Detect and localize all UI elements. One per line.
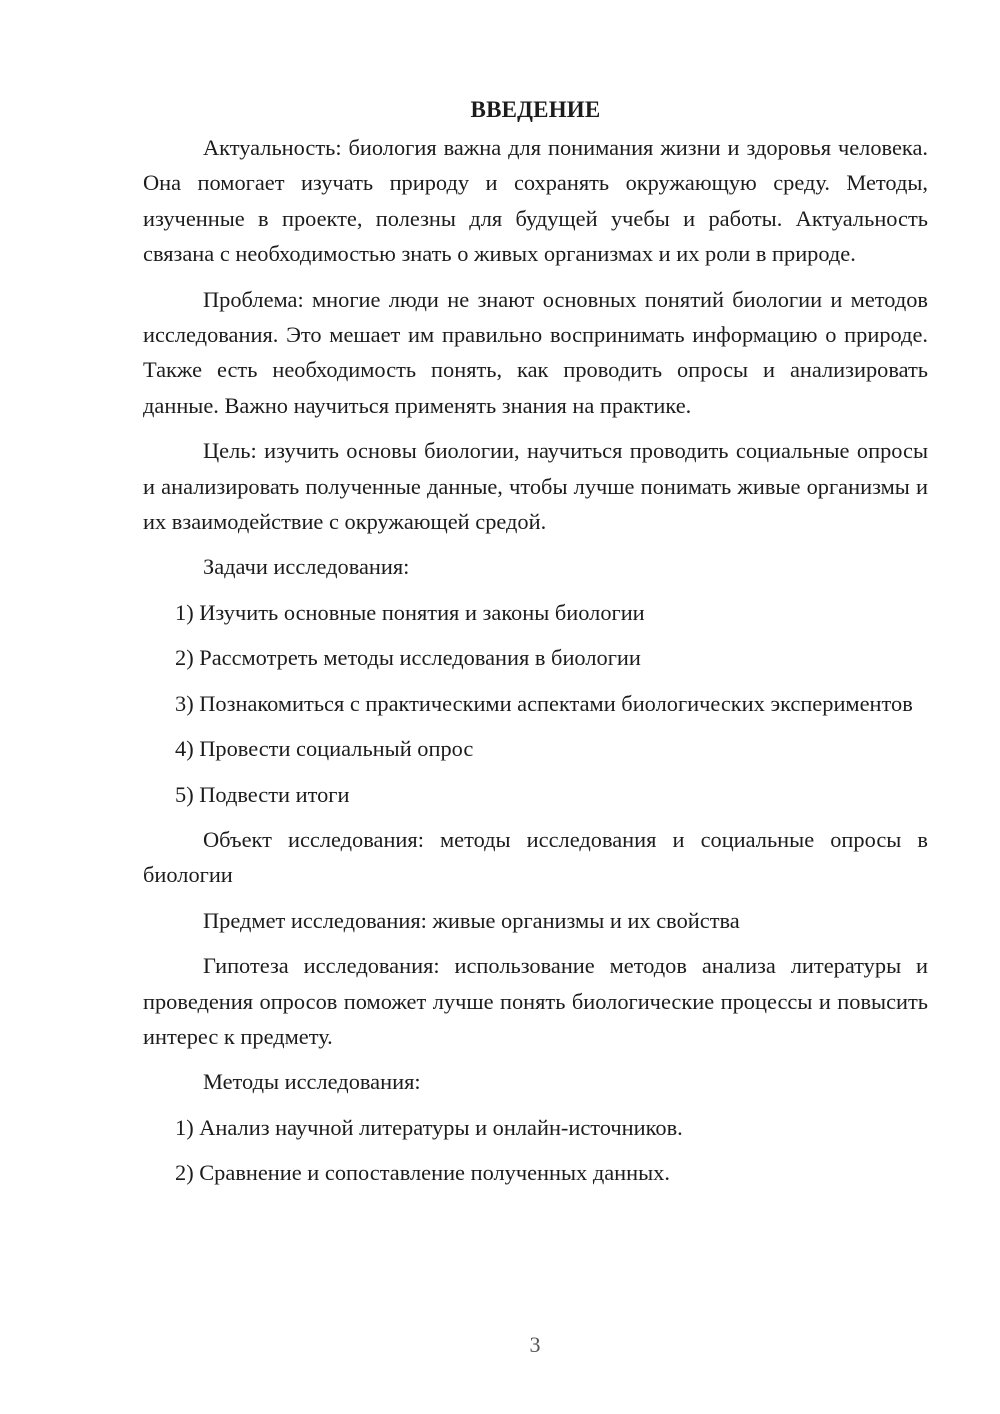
methods-heading: Методы исследования: (203, 1069, 421, 1095)
hypothesis-paragraph: Гипотеза исследования: использование методов анализа литературы и проведения опросов поможет лучше понять биологические процессы и повысить интерес к предмету. (143, 953, 928, 1049)
page-number: 3 (529, 1332, 541, 1357)
problem-paragraph: Проблема: многие люди не знают основных понятий биологии и методов исследования. Это мешает им правильно воспринимать информацию о природе. Также есть необходимость понять, как проводить опросы и анализировать данные. Важно научиться применять знания на практике. (143, 286, 928, 418)
goal-paragraph: Цель: изучить основы биологии, научиться проводить социальные опросы и анализировать полученные данные, чтобы лучше понимать живые организмы и их взаимодействие с окружающей средой. (143, 438, 928, 535)
object-paragraph: Объект исследования: методы исследования и социальные опросы в биологии (143, 826, 928, 888)
task-item: 3) Познакомиться с практическими аспектами биологических экспериментов (175, 690, 913, 716)
task-item: 2) Рассмотреть методы исследования в биологии (175, 645, 641, 671)
method-item: 1) Анализ научной литературы и онлайн-источников. (175, 1114, 683, 1140)
tasks-heading: Задачи исследования: (203, 554, 410, 580)
method-item: 2) Сравнение и сопоставление полученных данных. (175, 1160, 670, 1186)
subject-paragraph: Предмет исследования: живые организмы и их свойства (203, 907, 740, 933)
task-item: 4) Провести социальный опрос (175, 736, 474, 762)
page-content (143, 92, 928, 1191)
task-item: 5) Подвести итоги (175, 781, 350, 807)
section-heading: ВВЕДЕНИЕ (470, 97, 601, 122)
task-item: 1) Изучить основные понятия и законы биологии (175, 599, 645, 625)
relevance-paragraph: Актуальность: биология важна для понимания жизни и здоровья человека. Она помогает изучать природу и сохранять окружающую среду. Методы, изученные в проекте, полезны для будущей учебы и работы. Актуальность связана с необходимостью знать о живых организмах и их роли в природе. (143, 135, 928, 267)
